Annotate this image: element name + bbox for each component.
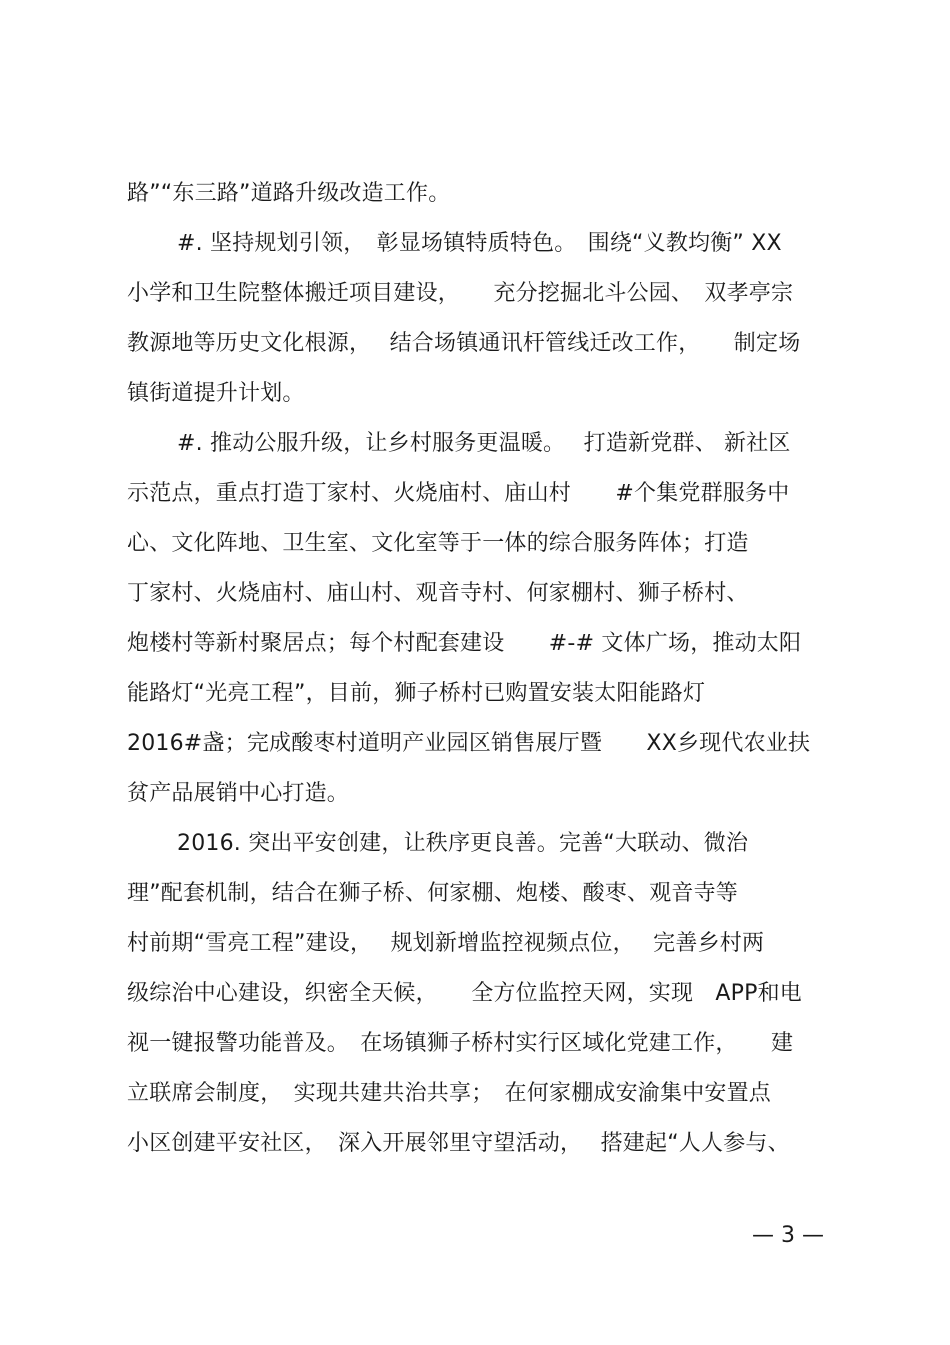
text-line: 心、文化阵地、卫生室、文化室等于一体的综合服务阵体；打造: [127, 531, 749, 556]
text-line: 能路灯“光亮工程”，目前，狮子桥村已购置安装太阳能路灯: [127, 681, 706, 706]
text-line: #. 推动公服升级，让乡村服务更温暖。 打造新党群、 新社区: [177, 431, 791, 456]
text-line: #. 坚持规划引领， 彰显场镇特质特色。 围绕“义教均衡” XX: [177, 231, 782, 256]
text-line: 教源地等历史文化根源， 结合场镇通讯杆管线迁改工作， 制定场: [127, 331, 801, 356]
text-line: 小区创建平安社区， 深入开展邻里守望活动， 搭建起“人人参与、: [127, 1131, 790, 1156]
text-line: 贫产品展销中心打造。: [127, 781, 350, 806]
text-line: 理”配套机制，结合在狮子桥、何家棚、炮楼、酸枣、观音寺等: [127, 881, 738, 906]
page-number: — 3 —: [752, 1223, 824, 1248]
text-line: 立联席会制度， 实现共建共治共享； 在何家棚成安渝集中安置点: [127, 1081, 772, 1106]
text-line: 丁家村、火烧庙村、庙山村、观音寺村、何家棚村、狮子桥村、: [127, 581, 749, 606]
text-line: 炮楼村等新村聚居点；每个村配套建设 #-# 文体广场，推动太阳: [127, 631, 802, 656]
text-line: 2016#盏；完成酸枣村道明产业园区销售展厅暨 XX乡现代农业扶: [127, 731, 811, 756]
text-line: 视一键报警功能普及。 在场镇狮子桥村实行区域化党建工作， 建: [127, 1031, 794, 1056]
text-line: 小学和卫生院整体搬迁项目建设， 充分挖掘北斗公园、 双孝亭宗: [127, 281, 794, 306]
text-line: 级综治中心建设，织密全天候， 全方位监控天网，实现 APP和电: [127, 981, 802, 1006]
text-line: 示范点，重点打造丁家村、火烧庙村、庙山村 #个集党群服务中: [127, 481, 790, 506]
text-line: 镇街道提升计划。: [127, 381, 305, 406]
text-line: 2016. 突出平安创建，让秩序更良善。完善“大联动、微治: [177, 831, 749, 856]
text-line: 村前期“雪亮工程”建设， 规划新增监控视频点位， 完善乡村两: [127, 931, 765, 956]
text-line: 路”“东三路”道路升级改造工作。: [127, 181, 451, 206]
